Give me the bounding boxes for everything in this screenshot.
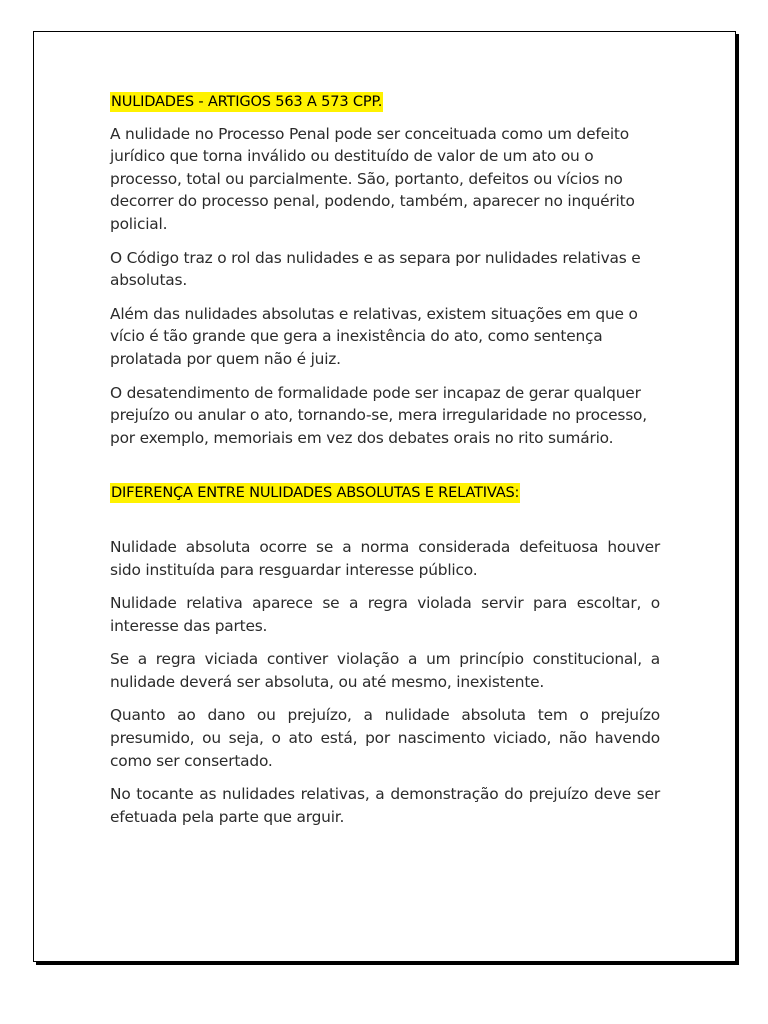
paragraph: Além das nulidades absolutas e relativas, existem situações em que o vício é tão grande que gera a inexistência do ato, como sentença prolatada por quem não é juiz. bbox=[110, 304, 638, 368]
paragraph: Quanto ao dano ou prejuízo, a nulidade absoluta tem o prejuízo presumido, ou seja, o ato está, por nascimento viciado, não havendo como ser consertado. bbox=[110, 706, 660, 770]
section-nulidades bbox=[110, 90, 660, 449]
paragraph: Se a regra viciada contiver violação a um princípio constitucional, a nulidade deverá ser absoluta, ou até mesmo, inexistente. bbox=[110, 650, 660, 691]
section-diferenca bbox=[110, 481, 660, 828]
section-heading-nulidades: NULIDADES - ARTIGOS 563 A 573 CPP. bbox=[111, 93, 383, 110]
document-page bbox=[33, 31, 736, 962]
section-body-diferenca bbox=[110, 536, 660, 829]
paragraph: Nulidade relativa aparece se a regra violada servir para escoltar, o interesse das partes. bbox=[110, 594, 660, 635]
section-heading-diferenca: DIFERENÇA ENTRE NULIDADES ABSOLUTAS E RELATIVAS: bbox=[111, 484, 520, 502]
paragraph: Nulidade absoluta ocorre se a norma considerada defeituosa houver sido instituída para resguardar interesse público. bbox=[110, 537, 660, 579]
paragraph: No tocante as nulidades relativas, a demonstração do prejuízo deve ser efetuada pela parte que arguir. bbox=[110, 785, 660, 826]
document-content bbox=[110, 90, 660, 839]
section-body-nulidades bbox=[110, 123, 660, 450]
paragraph: O desatendimento de formalidade pode ser incapaz de gerar qualquer prejuízo ou anular o ato, tornando-se, mera irregularidade no processo, por exemplo, memoriais em vez dos debates orais no rito sumário. bbox=[110, 383, 647, 447]
paragraph: O Código traz o rol das nulidades e as separa por nulidades relativas e absolutas. bbox=[110, 248, 641, 290]
paragraph: A nulidade no Processo Penal pode ser conceituada como um defeito jurídico que torna inválido ou destituído de valor de um ato ou o processo, total ou parcialmente. São, portanto, defeitos ou vícios no decorrer do processo penal, podendo, também, aparecer no inquérito policial. bbox=[110, 124, 635, 233]
